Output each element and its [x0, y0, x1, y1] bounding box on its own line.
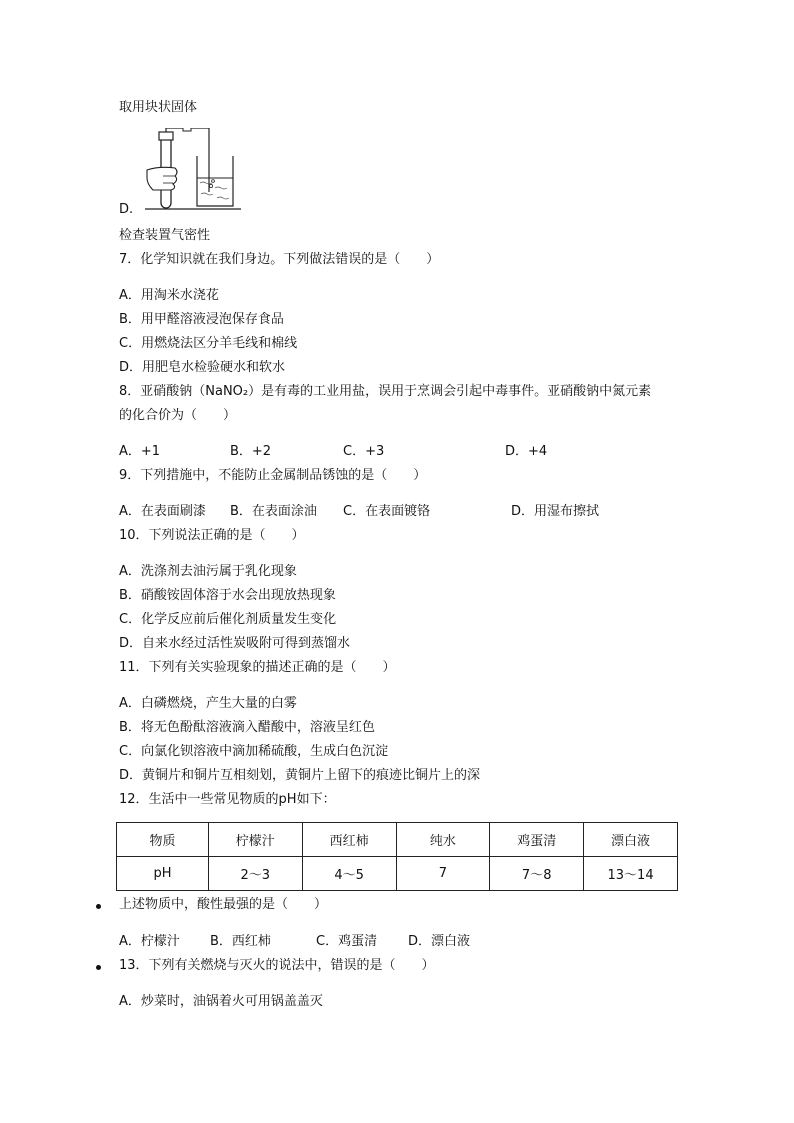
- q11-option-a: A．白磷燃烧，产生大量的白雾: [119, 696, 297, 711]
- q9-option-c: C．在表面镀铬: [343, 504, 431, 519]
- table-cell: 柠檬汁: [208, 823, 302, 857]
- table-row: [117, 857, 678, 891]
- q9-option-d: D．用湿布擦拭: [511, 504, 600, 519]
- option-d-label: D.: [119, 202, 134, 217]
- table-cell: 鸡蛋清: [490, 823, 584, 857]
- q12-option-a: A．柠檬汁: [119, 934, 180, 949]
- table-cell: 西红柿: [302, 823, 396, 857]
- table-header-row: [117, 823, 678, 857]
- question-12-stem: 12．生活中一些常见物质的pH如下：: [119, 792, 336, 807]
- q8-option-c: C．+3: [343, 444, 385, 459]
- q9-option-a: A．在表面刷漆: [119, 504, 206, 519]
- table-cell: 7～8: [490, 857, 584, 891]
- q7-option-c: C．用燃烧法区分羊毛线和棉线: [119, 336, 298, 351]
- table-cell: 4～5: [302, 857, 396, 891]
- airtightness-check-figure: [145, 128, 245, 213]
- question-13-stem: 13．下列有关燃烧与灭火的说法中，错误的是（ ）: [119, 958, 435, 973]
- q10-option-c: C．化学反应前后催化剂质量发生变化: [119, 612, 337, 627]
- bullet-icon: [96, 965, 101, 970]
- q9-option-b: B．在表面涂油: [230, 504, 317, 519]
- question-11-stem: 11．下列有关实验现象的描述正确的是（ ）: [119, 660, 396, 675]
- q10-option-d: D．自来水经过活性炭吸附可得到蒸馏水: [119, 636, 351, 651]
- q12-option-b: B．西红柿: [210, 934, 271, 949]
- q8-option-d: D．+4: [505, 444, 548, 459]
- q12-option-c: C．鸡蛋清: [316, 934, 378, 949]
- q10-option-b: B．硝酸铵固体溶于水会出现放热现象: [119, 588, 336, 603]
- table-cell: 2～3: [208, 857, 302, 891]
- q7-option-a: A．用淘米水浇花: [119, 288, 219, 303]
- q11-option-d: D．黄铜片和铜片互相刻划，黄铜片上留下的痕迹比铜片上的深: [119, 768, 481, 783]
- question-7-stem: 7．化学知识就在我们身边。下列做法错误的是（ ）: [119, 252, 440, 267]
- question-12-question: 上述物质中，酸性最强的是（ ）: [119, 897, 328, 912]
- q13-option-a: A．炒菜时，油锅着火可用锅盖盖灭: [119, 994, 323, 1009]
- bullet-icon: [96, 904, 101, 909]
- option-c-caption: 取用块状固体: [119, 100, 198, 115]
- option-d-caption: 检查装置气密性: [119, 228, 211, 243]
- table-cell: 物质: [117, 823, 209, 857]
- table-cell: 13～14: [584, 857, 678, 891]
- table-cell: pH: [117, 857, 209, 891]
- q8-option-b: B．+2: [230, 444, 272, 459]
- q7-option-b: B．用甲醛溶液浸泡保存食品: [119, 312, 284, 327]
- question-10-stem: 10．下列说法正确的是（ ）: [119, 528, 305, 543]
- table-cell: 7: [396, 857, 490, 891]
- question-8-stem-line1: 8．亚硝酸钠（NaNO₂）是有毒的工业用盐，误用于烹调会引起中毒事件。亚硝酸钠中氮元素: [119, 384, 652, 399]
- question-9-stem: 9．下列措施中，不能防止金属制品锈蚀的是（ ）: [119, 468, 427, 483]
- q7-option-d: D．用肥皂水检验硬水和软水: [119, 360, 286, 375]
- q10-option-a: A．洗涤剂去油污属于乳化现象: [119, 564, 297, 579]
- table-cell: 纯水: [396, 823, 490, 857]
- table-cell: 漂白液: [584, 823, 678, 857]
- q8-option-a: A．+1: [119, 444, 161, 459]
- q11-option-c: C．向氯化钡溶液中滴加稀硫酸，生成白色沉淀: [119, 744, 389, 759]
- question-8-stem-line2: 的化合价为（ ）: [119, 408, 237, 423]
- q12-option-d: D．漂白液: [408, 934, 471, 949]
- ph-table: [116, 822, 678, 891]
- q11-option-b: B．将无色酚酞溶液滴入醋酸中，溶液呈红色: [119, 720, 375, 735]
